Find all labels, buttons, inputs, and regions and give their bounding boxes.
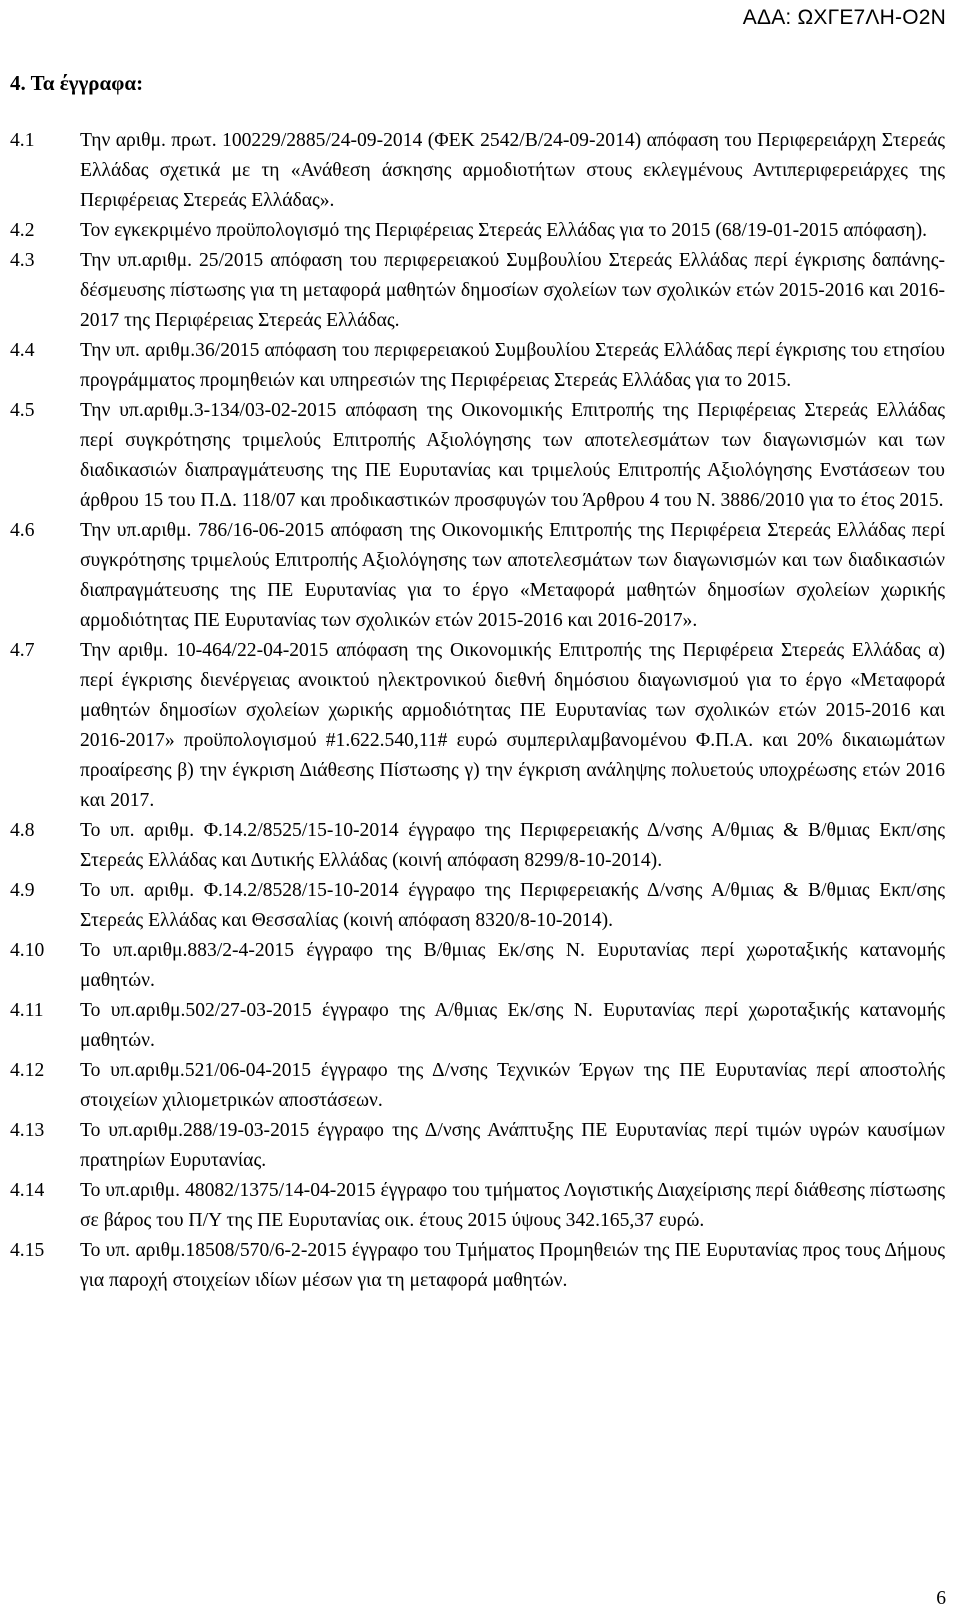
document-body xyxy=(10,68,945,1296)
section-heading: 4. Τα έγγραφα: xyxy=(10,71,144,95)
list-item xyxy=(10,396,945,516)
item-number: 4.1 xyxy=(10,130,35,151)
list-item xyxy=(10,876,945,936)
item-text: Την αριθμ. 10-464/22-04-2015 απόφαση της Οικονομικής Επιτροπής της Περιφέρεια Στερεάς Ελλάδας α) περί έγκρισης διενέργειας ανοικτού ηλεκτρονικού διεθνή δημόσιου διαγωνισμού για το έργο «Μεταφορά μαθητών δημοσίων σχολείων χωρικής αρμοδιότητας ΠΕ Ευρυτανίας των σχολικών ετών 2015-2016 και 2016-2017» προϋπολογισμού #1.622.540,11# ευρώ συμπεριλαμβανομένου Φ.Π.Α. και 20% δικαιωμάτων προαίρεσης β) την έγκριση Διάθεσης Πίστωσης γ) την έγκριση ανάληψης πολυετούς υποχρέωσης ετών 2016 και 2017. xyxy=(80,640,945,811)
item-text: Το υπ. αριθμ. Φ.14.2/8528/15-10-2014 έγγραφο της Περιφερειακής Δ/νσης Α/θμιας & Β/θμιας Εκπ/σης Στερεάς Ελλάδας και Θεσσαλίας (κοινή απόφαση 8320/8-10-2014). xyxy=(80,880,945,931)
list-item xyxy=(10,1236,945,1296)
item-number: 4.5 xyxy=(10,400,35,421)
item-number: 4.14 xyxy=(10,1180,45,1201)
item-number: 4.4 xyxy=(10,340,35,361)
item-number: 4.9 xyxy=(10,880,35,901)
item-text: Το υπ.αριθμ. 48082/1375/14-04-2015 έγγραφο του τμήματος Λογιστικής Διαχείρισης περί διάθεσης πίστωσης σε βάρος του Π/Υ της ΠΕ Ευρυτανίας οικ. έτους 2015 ύψους 342.165,37 ευρώ. xyxy=(80,1180,945,1231)
item-text: Την υπ.αριθμ. 786/16-06-2015 απόφαση της Οικονομικής Επιτροπής της Περιφέρεια Στερεάς Ελλάδας περί συγκρότησης τριμελούς Επιτροπής Αξιολόγησης των αποτελεσμάτων των διαγωνισμών και των διαδικασιών διαπραγμάτευσης της ΠΕ Ευρυτανίας για το έργο «Μεταφορά μαθητών δημοσίων σχολείων χωρικής αρμοδιότητας ΠΕ Ευρυτανίας των σχολικών ετών 2015-2016 και 2016-2017». xyxy=(80,520,945,631)
list-item xyxy=(10,1176,945,1236)
item-number: 4.13 xyxy=(10,1120,45,1141)
list-item xyxy=(10,996,945,1056)
item-text: Το υπ.αριθμ.521/06-04-2015 έγγραφο της Δ/νσης Τεχνικών Έργων της ΠΕ Ευρυτανίας περί αποστολής στοιχείων χιλιομετρικών αποστάσεων. xyxy=(80,1060,945,1111)
item-text: Την υπ.αριθμ. 25/2015 απόφαση του περιφερειακού Συμβουλίου Στερεάς Ελλάδας περί έγκρισης δαπάνης-δέσμευσης πίστωσης για τη μεταφορά μαθητών δημοσίων σχολείων των σχολικών ετών 2015-2016 και 2016-2017 της Περιφέρειας Στερεάς Ελλάδας. xyxy=(80,250,945,331)
item-text: Το υπ.αριθμ.288/19-03-2015 έγγραφο της Δ/νσης Ανάπτυξης ΠΕ Ευρυτανίας περί τιμών υγρών καυσίμων πρατηρίων Ευρυτανίας. xyxy=(80,1120,945,1171)
list-item xyxy=(10,1116,945,1176)
ada-code: ΑΔΑ: ΩΧΓΕ7ΛΗ-Ο2Ν xyxy=(742,6,946,29)
item-text: Το υπ.αριθμ.502/27-03-2015 έγγραφο της Α/θμιας Εκ/σης Ν. Ευρυτανίας περί χωροταξικής κατανομής μαθητών. xyxy=(80,1000,945,1051)
item-text: Την υπ.αριθμ.3-134/03-02-2015 απόφαση της Οικονομικής Επιτροπής της Περιφέρειας Στερεάς Ελλάδας περί συγκρότησης τριμελούς Επιτροπής Αξιολόγησης των αποτελεσμάτων των διαγωνισμών και των διαδικασιών διαπραγμάτευσης της ΠΕ Ευρυτανίας και τριμελούς Επιτροπής Αξιολόγησης Ενστάσεων του άρθρου 15 του Π.Δ. 118/07 και προδικαστικών προσφυγών του Άρθρου 4 του Ν. 3886/2010 για το έτος 2015. xyxy=(80,400,945,511)
item-text: Το υπ. αριθμ. Φ.14.2/8525/15-10-2014 έγγραφο της Περιφερειακής Δ/νσης Α/θμιας & Β/θμιας Εκπ/σης Στερεάς Ελλάδας και Δυτικής Ελλάδας (κοινή απόφαση 8299/8-10-2014). xyxy=(80,820,945,871)
list-item xyxy=(10,636,945,816)
page-number: 6 xyxy=(936,1588,946,1609)
list-item xyxy=(10,1056,945,1116)
list-item xyxy=(10,936,945,996)
item-text: Την αριθμ. πρωτ. 100229/2885/24-09-2014 (ΦΕΚ 2542/Β/24-09-2014) απόφαση του Περιφερειάρχη Στερεάς Ελλάδας σχετικά με τη «Ανάθεση άσκησης αρμοδιοτήτων στους εκλεγμένους Αντιπεριφερειάρχες της Περιφέρειας Στερεάς Ελλάδας». xyxy=(80,130,945,211)
documents-list xyxy=(10,126,945,1296)
list-item xyxy=(10,216,945,246)
list-item xyxy=(10,516,945,636)
item-text: Το υπ.αριθμ.883/2-4-2015 έγγραφο της Β/θμιας Εκ/σης Ν. Ευρυτανίας περί χωροταξικής κατανομής μαθητών. xyxy=(80,940,945,991)
item-text: Την υπ. αριθμ.36/2015 απόφαση του περιφερειακού Συμβουλίου Στερεάς Ελλάδας περί έγκρισης του ετησίου προγράμματος προμηθειών και υπηρεσιών της Περιφέρειας Στερεάς Ελλάδας για το 2015. xyxy=(80,340,945,391)
list-item xyxy=(10,126,945,216)
item-number: 4.8 xyxy=(10,820,35,841)
list-item xyxy=(10,816,945,876)
item-number: 4.7 xyxy=(10,640,35,661)
item-number: 4.15 xyxy=(10,1240,45,1261)
item-text: Τον εγκεκριμένο προϋπολογισμό της Περιφέρειας Στερεάς Ελλάδας για το 2015 (68/19-01-2015 απόφαση). xyxy=(80,220,928,241)
list-item xyxy=(10,246,945,336)
item-number: 4.12 xyxy=(10,1060,45,1081)
item-number: 4.2 xyxy=(10,220,35,241)
item-number: 4.6 xyxy=(10,520,35,541)
item-number: 4.3 xyxy=(10,250,35,271)
item-number: 4.11 xyxy=(10,1000,44,1021)
list-item xyxy=(10,336,945,396)
item-text: Το υπ. αριθμ.18508/570/6-2-2015 έγγραφο του Τμήματος Προμηθειών της ΠΕ Ευρυτανίας προς τους Δήμους για παροχή στοιχείων ιδίων μέσων για τη μεταφορά μαθητών. xyxy=(80,1240,945,1291)
item-number: 4.10 xyxy=(10,940,45,961)
